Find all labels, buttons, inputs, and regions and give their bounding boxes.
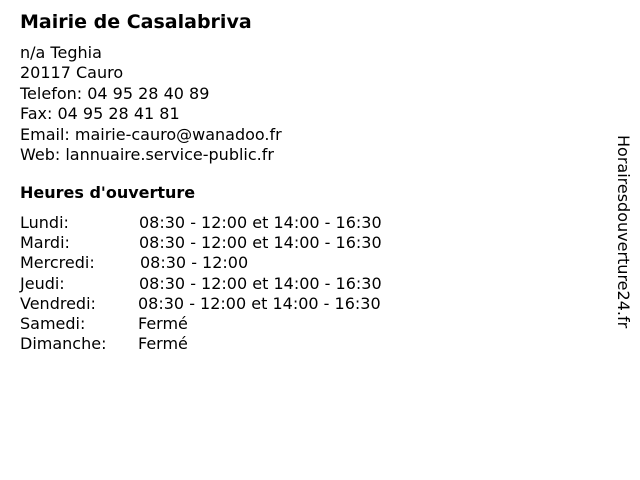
contact-block [20, 43, 282, 165]
time-value: Fermé [138, 334, 188, 354]
email-address: Email: mairie-cauro@wanadoo.fr [20, 124, 282, 144]
site-watermark: Horairesdouverture24.fr [614, 135, 633, 329]
time-value: 08:30 - 12:00 et 14:00 - 16:30 [139, 213, 382, 232]
address-line-2: 20117 Cauro [20, 63, 124, 83]
fax-number: Fax: 04 95 28 41 81 [20, 104, 180, 124]
address-line-1: n/a Teghia [20, 43, 102, 62]
day-label: Samedi: [20, 313, 86, 333]
day-label: Vendredi: [20, 293, 96, 313]
time-value: 08:30 - 12:00 et 14:00 - 16:30 [139, 233, 382, 253]
page-title: Mairie de Casalabriva [20, 11, 252, 33]
day-label: Dimanche: [20, 334, 107, 354]
website: Web: lannuaire.service-public.fr [20, 145, 274, 165]
day-label: Mercredi: [20, 253, 95, 273]
phone-number: Telefon: 04 95 28 40 89 [20, 83, 210, 103]
time-value: 08:30 - 12:00 et 14:00 - 16:30 [139, 273, 382, 293]
day-label: Lundi: [20, 213, 69, 232]
time-value: Fermé [138, 313, 188, 333]
day-label: Jeudi: [20, 273, 65, 293]
time-value: 08:30 - 12:00 [140, 253, 249, 273]
day-label: Mardi: [20, 233, 70, 253]
time-value: 08:30 - 12:00 et 14:00 - 16:30 [138, 293, 381, 313]
hours-heading: Heures d'ouverture [20, 183, 196, 202]
